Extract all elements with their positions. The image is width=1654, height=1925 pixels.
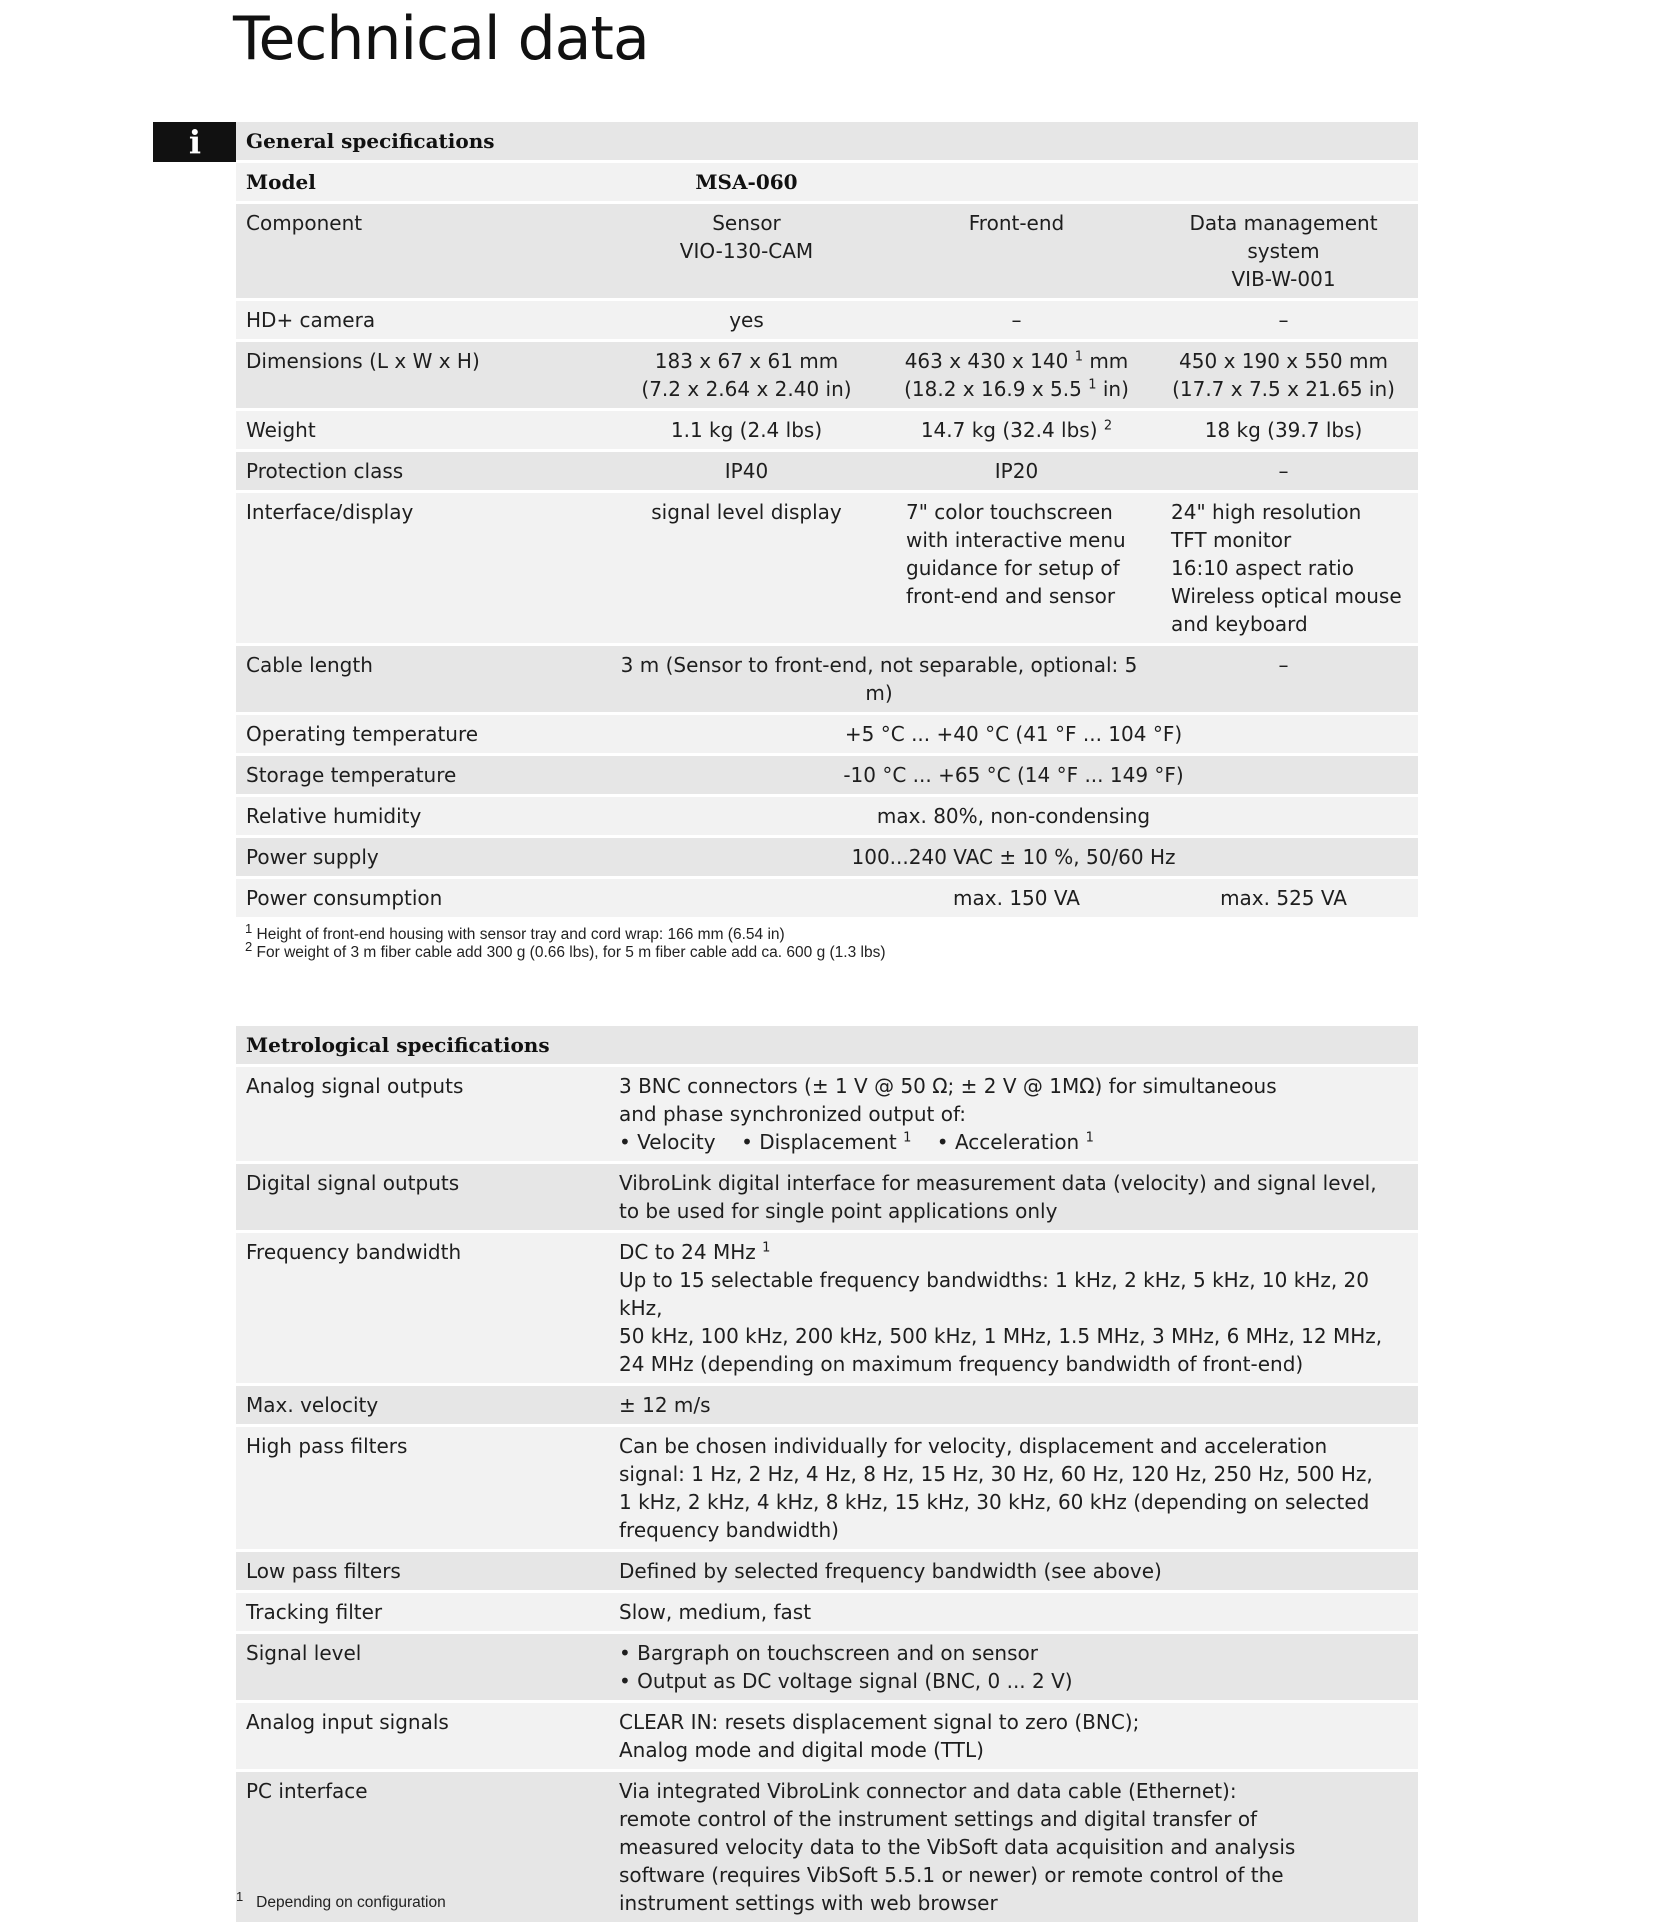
cell: 7" color touchscreen with interactive menu guidance for setup of front-end and sensor	[884, 492, 1149, 645]
row-label: Analog input signals	[236, 1702, 609, 1771]
table-row	[236, 162, 1418, 203]
footnote: $^2$ For weight of 3 m fiber cable add 300 g (0.66 lbs), for 5 m fiber cable add ca. 600 g (1.3 lbs)	[245, 938, 886, 961]
table-row	[236, 796, 1418, 837]
cell: signal level display	[609, 492, 884, 645]
cell	[609, 878, 884, 919]
general-specifications-table	[236, 122, 1418, 920]
cell: max. 80%, non-condensing	[609, 796, 1418, 837]
row-label: Low pass filters	[236, 1551, 609, 1592]
cell: +5 °C ... +40 °C (41 °F ... 104 °F)	[609, 714, 1418, 755]
cell: 3 m (Sensor to front-end, not separable, optional: 5 m)	[609, 645, 1149, 714]
row-label: Tracking filter	[236, 1592, 609, 1633]
row-label: Signal level	[236, 1633, 609, 1702]
cell: max. 525 VA	[1149, 878, 1418, 919]
table-row	[236, 755, 1418, 796]
row-label: Power consumption	[236, 878, 609, 919]
cell: IP20	[884, 451, 1149, 492]
cell: CLEAR IN: resets displacement signal to zero (BNC); Analog mode and digital mode (TTL)	[609, 1702, 1418, 1771]
row-label: High pass filters	[236, 1426, 609, 1551]
cell: 3 BNC connectors (± 1 V @ 50 Ω; ± 2 V @ 1MΩ) for simultaneous and phase synchronized output of: • Velocity • Displacement $^1$ • Acceleration $^1$	[609, 1066, 1418, 1163]
cell: 18 kg (39.7 lbs)	[1149, 410, 1418, 451]
table-row	[236, 1066, 1418, 1163]
table-row	[236, 341, 1418, 410]
metrological-specifications-heading: Metrological specifications	[236, 1026, 1418, 1066]
table-row	[236, 1163, 1418, 1232]
table-heading-row	[236, 1026, 1418, 1066]
cell: max. 150 VA	[884, 878, 1149, 919]
table-row	[236, 837, 1418, 878]
row-label: PC interface	[236, 1771, 609, 1924]
table-heading-row	[236, 122, 1418, 162]
table-row	[236, 492, 1418, 645]
cell: Sensor VIO-130-CAM	[609, 203, 884, 300]
row-label: Dimensions (L x W x H)	[236, 341, 609, 410]
cell: yes	[609, 300, 884, 341]
page-title: Technical data	[233, 4, 649, 74]
cell: Defined by selected frequency bandwidth (see above)	[609, 1551, 1418, 1592]
row-label: Analog signal outputs	[236, 1066, 609, 1163]
cell: 183 x 67 x 61 mm (7.2 x 2.64 x 2.40 in)	[609, 341, 884, 410]
table-row	[236, 203, 1418, 300]
row-label: Protection class	[236, 451, 609, 492]
row-label: Component	[236, 203, 609, 300]
cell: Via integrated VibroLink connector and data cable (Ethernet): remote control of the instrument settings and digital transfer of measured velocity data to the VibSoft data acquisition and analysis software (requires VibSoft 5.5.1 or newer) or remote control of the instrument settings with web browser	[609, 1771, 1418, 1924]
cell: -10 °C ... +65 °C (14 °F ... 149 °F)	[609, 755, 1418, 796]
row-label: Frequency bandwidth	[236, 1232, 609, 1385]
footnote: $^1$ Height of front-end housing with sensor tray and cord wrap: 166 mm (6.54 in)	[245, 920, 785, 943]
metrological-footnote: $^1$ Depending on configuration	[236, 1888, 446, 1911]
cell: Data management system VIB-W-001	[1149, 203, 1418, 300]
metrological-specifications-table	[236, 1026, 1418, 1925]
table-row	[236, 1426, 1418, 1551]
table-row	[236, 1702, 1418, 1771]
row-label: HD+ camera	[236, 300, 609, 341]
cell: • Bargraph on touchscreen and on sensor • Output as DC voltage signal (BNC, 0 ... 2 V)	[609, 1633, 1418, 1702]
cell: VibroLink digital interface for measurement data (velocity) and signal level, to be used for single point applications only	[609, 1163, 1418, 1232]
table-row	[236, 1385, 1418, 1426]
general-footnotes	[245, 920, 886, 962]
table-row	[236, 451, 1418, 492]
table-row	[236, 300, 1418, 341]
row-label: Max. velocity	[236, 1385, 609, 1426]
cell: Slow, medium, fast	[609, 1592, 1418, 1633]
row-label: Digital signal outputs	[236, 1163, 609, 1232]
row-label: Weight	[236, 410, 609, 451]
table-row	[236, 1592, 1418, 1633]
cell: –	[1149, 645, 1418, 714]
cell: 24" high resolution TFT monitor 16:10 aspect ratio Wireless optical mouse and keyboard	[1149, 492, 1418, 645]
table-row	[236, 1633, 1418, 1702]
cell: –	[1149, 300, 1418, 341]
model-label: Model	[236, 162, 609, 203]
cell: Can be chosen individually for velocity, displacement and acceleration signal: 1 Hz, 2 Hz, 4 Hz, 8 Hz, 15 Hz, 30 Hz, 60 Hz, 120 Hz, 250 Hz, 500 Hz, 1 kHz, 2 kHz, 4 kHz, 8 kHz, 15 kHz, 30 kHz, 60 kHz (depending on selected frequency bandwidth)	[609, 1426, 1418, 1551]
cell: 463 x 430 x 140 $^1$ mm (18.2 x 16.9 x 5.5 $^1$ in)	[884, 341, 1149, 410]
info-icon: i	[153, 122, 237, 162]
table-row	[236, 410, 1418, 451]
cell: DC to 24 MHz $^1$ Up to 15 selectable frequency bandwidths: 1 kHz, 2 kHz, 5 kHz, 10 kHz, 20 kHz, 50 kHz, 100 kHz, 200 kHz, 500 kHz, 1 MHz, 1.5 MHz, 3 MHz, 6 MHz, 12 MHz, 24 MHz (depending on maximum frequency bandwidth of front-end)	[609, 1232, 1418, 1385]
row-label: Power supply	[236, 837, 609, 878]
cell: 450 x 190 x 550 mm (17.7 x 7.5 x 21.65 in)	[1149, 341, 1418, 410]
table-row	[236, 1551, 1418, 1592]
cell: ± 12 m/s	[609, 1385, 1418, 1426]
row-label: Relative humidity	[236, 796, 609, 837]
row-label: Operating temperature	[236, 714, 609, 755]
cell: Front-end	[884, 203, 1149, 300]
row-label: Cable length	[236, 645, 609, 714]
cell: 1.1 kg (2.4 lbs)	[609, 410, 884, 451]
row-label: Storage temperature	[236, 755, 609, 796]
cell: –	[1149, 451, 1418, 492]
table-row	[236, 714, 1418, 755]
cell: IP40	[609, 451, 884, 492]
row-label: Interface/display	[236, 492, 609, 645]
cell: 14.7 kg (32.4 lbs) $^2$	[884, 410, 1149, 451]
cell: –	[884, 300, 1149, 341]
general-specifications-heading: General specifications	[236, 122, 1418, 162]
cell: 100...240 VAC ± 10 %, 50/60 Hz	[609, 837, 1418, 878]
table-row	[236, 645, 1418, 714]
model-value: MSA-060	[609, 162, 884, 203]
table-row	[236, 1232, 1418, 1385]
table-row	[236, 878, 1418, 919]
